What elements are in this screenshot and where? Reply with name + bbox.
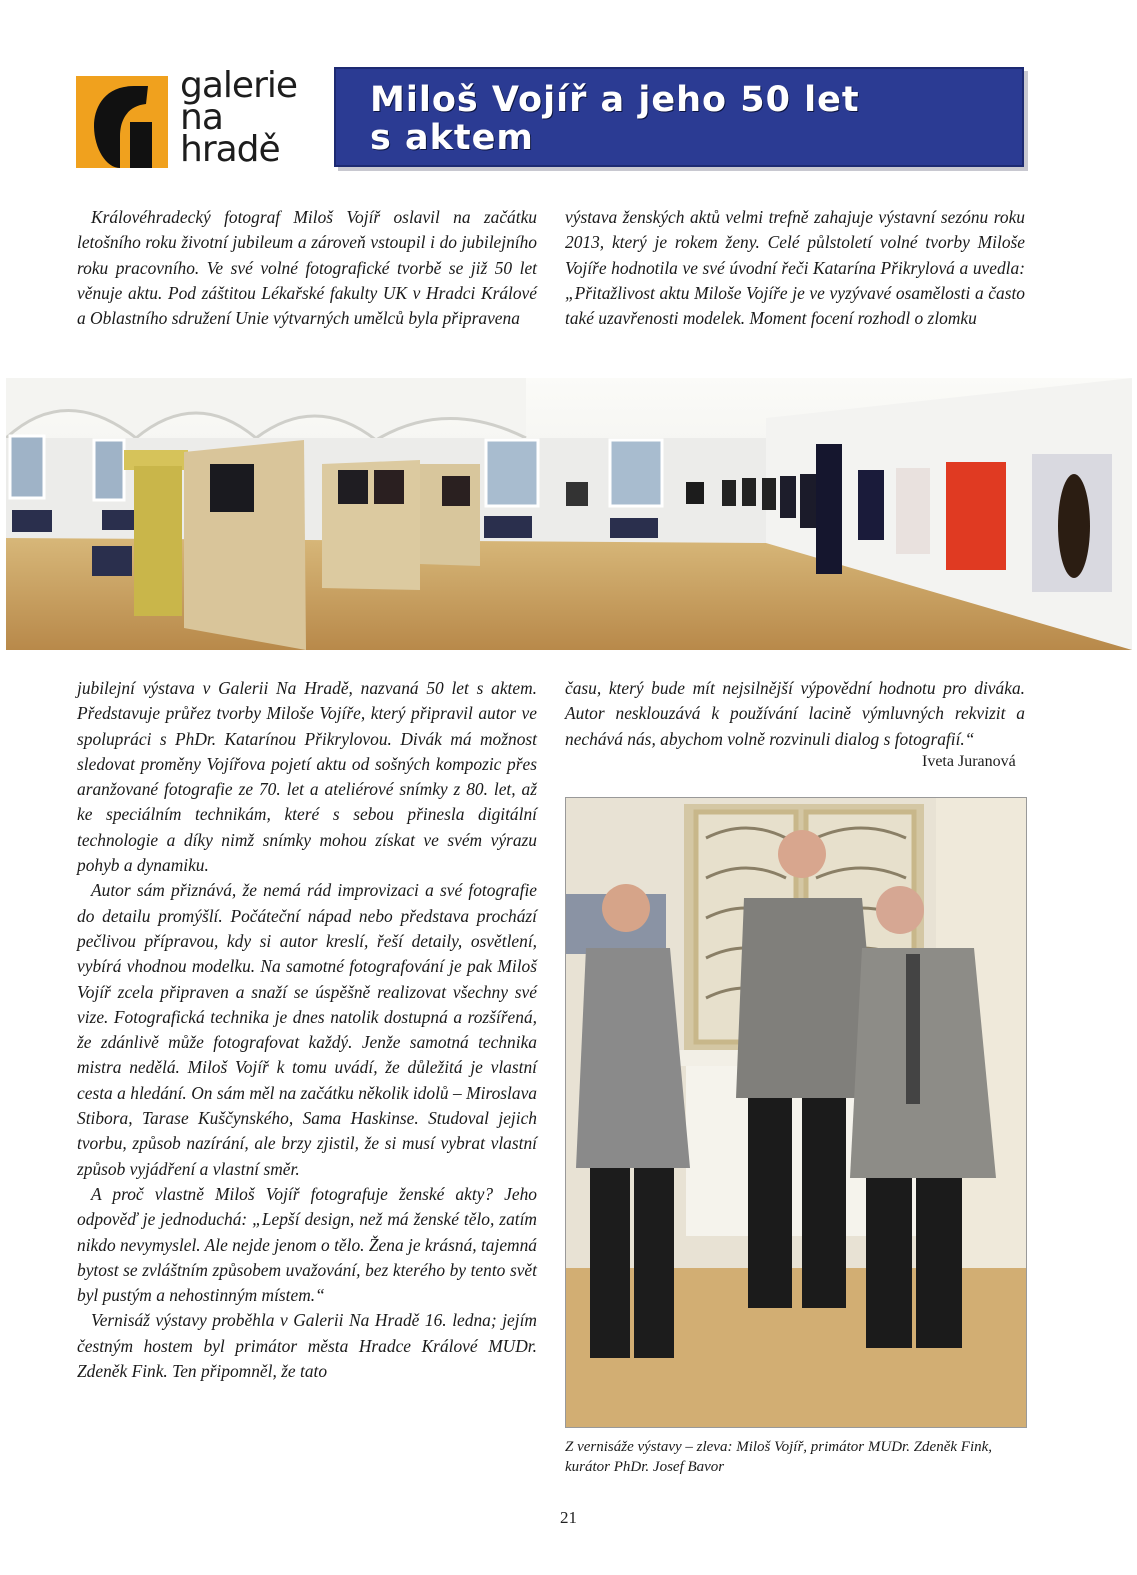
text-column-bottom-left [77,676,537,1384]
vernissage-photo-image [566,798,1027,1428]
logo-line-3: hradě [180,129,280,170]
gallery-logo-mark [76,76,168,168]
logo-line-1: galerie [180,65,298,106]
title-line-1: Miloš Vojíř a jeho 50 let [370,80,860,120]
gallery-photo-image [6,378,1132,650]
article-author: Iveta Juranová [922,753,1016,770]
photo-caption: Z vernisáže výstavy – zleva: Miloš Vojíř, primátor MUDr. Zdeněk Fink, kurátor PhDr. Josef Bavor [565,1439,993,1475]
article-title-banner [334,67,1024,167]
vernissage-photo [565,797,1027,1428]
logo-g-icon [76,76,168,168]
paragraph: výstava ženských aktů velmi trefně zahajuje výstavní sezónu roku 2013, který je rokem ženy. Celé půlstoletí volné tvorby Miloše Vojíře hodnotila ve své úvodní řeči Katarína Přikrylová a uvedla: „Přitažlivost aktu Miloše Vojíře je ve vyzývavé osamělosti a často také uzavřenosti modelek. Moment focení rozhodl o zlomku [565,207,1025,329]
paragraph: Autor sám přiznává, že nemá rád improvizaci a své fotografie do detailu promýšlí. Počáteční nápad nebo představa prochází pečlivou přípravou, kdy si autor kreslí, řeší detaily, osvětlení, vybírá vhodnou modelku. Na samotné fotografování je pak Miloš Vojíř zcela připraven a snaží se úspěšně realizovat všechny své vize. Fotografická technika je dnes natolik dostupná a rozšířená, že zdánlivě může fotografovat každý. Jenže samotná technika mistra nedělá. Miloš Vojíř k tomu uvádí, že důležitá je vlastní cesta a hledání. On sám měl na začátku několik idolů – Miroslava Stibora, Tarase Kuščynského, Sama Haskinse. Studoval jejich tvorbu, způsob nazírání, ale brzy zjistil, že si musí vybrat vlastní způsob vyjádření a vlastní směr. [77,880,537,1179]
paragraph: Královéhradecký fotograf Miloš Vojíř oslavil na začátku letošního roku životní jubileum a zároveň vstoupil i do jubilejního roku pracovního. Ve své volné fotografické tvorbě se již 50 let věnuje aktu. Pod záštitou Lékařské fakulty UK v Hradci Králové a Oblastního sdružení Unie výtvarných umělců byla připravena [77,207,537,329]
text-column-top-right [565,205,1025,331]
paragraph: Vernisáž výstavy proběhla v Galerii Na Hradě 16. ledna; jejím čestným hostem byl primátor města Hradce Králové MUDr. Zdeněk Fink. Ten připomněl, že tato [77,1310,537,1382]
text-column-top-left [77,205,537,331]
article-title [370,81,1002,157]
gallery-interior-photo [6,378,1132,650]
logo-line-2: na [180,97,223,138]
title-line-2: s aktem [370,118,534,158]
gallery-logo-text [180,65,330,170]
text-column-bottom-right [565,676,1025,752]
page-number: 21 [560,1508,577,1527]
paragraph: času, který bude mít nejsilnější výpovědní hodnotu pro diváka. Autor nesklouzává k používání lacině výmluvných rekvizit a nechává nás, abychom volně rozvinuli dialog s fotografií.“ [565,678,1025,749]
paragraph: jubilejní výstava v Galerii Na Hradě, nazvaná 50 let s aktem. Představuje průřez tvorby Miloše Vojíře, který připravil autor ve spolupráci s PhDr. Katarínou Přikrylovou. Divák má možnost sledovat proměny Vojířova pojetí aktu od sošných kompozic přes aranžované fotografie ze 70. let a ateliérové snímky z 80. let, až ke speciálním technikám, které s sebou přinesla digitální technologie a díky nimž snímky mohou získat ve svém výrazu pohyb a dynamiku. [77,678,537,876]
paragraph: A proč vlastně Miloš Vojíř fotografuje ženské akty? Jeho odpověď je jednoduchá: „Lepší design, než má ženské tělo, zatím nikdo nevymyslel. Ale nejde jenom o tělo. Žena je krásná, tajemná bytost se zvláštním způsobem uvažování, bez kterého by tento svět byl pustým a nehostinným místem.“ [77,1183,537,1306]
